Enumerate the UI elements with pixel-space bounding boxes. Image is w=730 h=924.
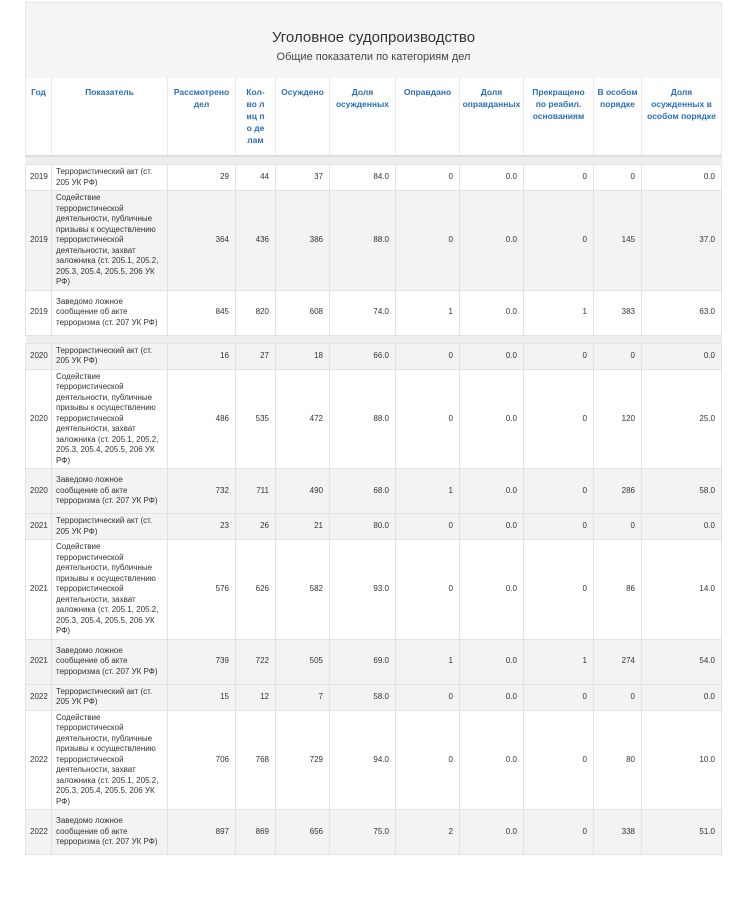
table-row — [26, 290, 722, 335]
cell-convicted: 18 — [276, 343, 330, 369]
cell-persons: 768 — [236, 710, 276, 810]
cell-persons: 626 — [236, 540, 276, 640]
page-subtitle: Общие показатели по категориям дел — [276, 51, 471, 63]
cell-terminated: 0 — [524, 165, 594, 191]
table-row — [26, 710, 722, 810]
col-header-considered[interactable]: Рассмотрено дел — [168, 78, 236, 156]
cell-special: 0 — [594, 343, 642, 369]
cell-acquitted: 0 — [396, 343, 460, 369]
table-header-row — [26, 78, 722, 156]
cell-convicted: 490 — [276, 469, 330, 514]
cell-persons: 26 — [236, 514, 276, 540]
cell-acquitted: 0 — [396, 514, 460, 540]
cell-year: 2022 — [26, 684, 52, 710]
cell-share-convicted: 88.0 — [330, 191, 396, 291]
cell-share-convicted: 58.0 — [330, 684, 396, 710]
cell-acquitted: 2 — [396, 810, 460, 855]
cell-year: 2019 — [26, 290, 52, 335]
cell-indicator: Содействие террористической деятельности, публичные призывы к осуществлению террористической деятельности, захват заложника (ст. 205.1, 205.2, 205.3, 205.4, 205.5, 206 УК РФ) — [52, 369, 168, 469]
table-row — [26, 540, 722, 640]
cell-considered: 29 — [168, 165, 236, 191]
cell-share-special: 58.0 — [642, 469, 722, 514]
cell-acquitted: 1 — [396, 639, 460, 684]
cell-share-special: 25.0 — [642, 369, 722, 469]
cell-share-acquitted: 0.0 — [460, 165, 524, 191]
table-row — [26, 191, 722, 291]
cell-convicted: 729 — [276, 710, 330, 810]
cell-share-special: 51.0 — [642, 810, 722, 855]
cell-considered: 576 — [168, 540, 236, 640]
table-row — [26, 810, 722, 855]
cell-persons: 436 — [236, 191, 276, 291]
cell-special: 120 — [594, 369, 642, 469]
table-row — [26, 684, 722, 710]
cell-share-special: 37.0 — [642, 191, 722, 291]
table-row — [26, 514, 722, 540]
table-row — [26, 165, 722, 191]
cell-share-acquitted: 0.0 — [460, 191, 524, 291]
cell-special: 80 — [594, 710, 642, 810]
page-title: Уголовное судопроизводство — [271, 29, 476, 46]
cell-share-special: 54.0 — [642, 639, 722, 684]
table-spacer — [26, 156, 722, 165]
cell-considered: 897 — [168, 810, 236, 855]
cell-special: 274 — [594, 639, 642, 684]
cell-indicator: Содействие террористической деятельности, публичные призывы к осуществлению террористической деятельности, захват заложника (ст. 205.1, 205.2, 205.3, 205.4, 205.5, 206 УК РФ) — [52, 191, 168, 291]
cell-convicted: 37 — [276, 165, 330, 191]
cell-special: 338 — [594, 810, 642, 855]
cell-acquitted: 0 — [396, 540, 460, 640]
cell-persons: 27 — [236, 343, 276, 369]
cell-persons: 722 — [236, 639, 276, 684]
cell-indicator: Заведомо ложное сообщение об акте терроризма (ст. 207 УК РФ) — [52, 290, 168, 335]
cell-terminated: 0 — [524, 684, 594, 710]
cell-year: 2021 — [26, 514, 52, 540]
col-header-convicted[interactable]: Осуждено — [276, 78, 330, 156]
cell-indicator: Заведомо ложное сообщение об акте терроризма (ст. 207 УК РФ) — [52, 469, 168, 514]
cell-considered: 739 — [168, 639, 236, 684]
cell-terminated: 0 — [524, 710, 594, 810]
cell-share-acquitted: 0.0 — [460, 469, 524, 514]
cell-share-convicted: 80.0 — [330, 514, 396, 540]
cell-share-convicted: 93.0 — [330, 540, 396, 640]
cell-special: 0 — [594, 165, 642, 191]
cell-indicator: Заведомо ложное сообщение об акте терроризма (ст. 207 УК РФ) — [52, 639, 168, 684]
cell-share-convicted: 68.0 — [330, 469, 396, 514]
cell-terminated: 0 — [524, 540, 594, 640]
col-header-persons[interactable]: Кол-во лиц по делам — [236, 78, 276, 156]
cell-year: 2022 — [26, 710, 52, 810]
cell-special: 145 — [594, 191, 642, 291]
cell-indicator: Террористический акт (ст. 205 УК РФ) — [52, 165, 168, 191]
cell-terminated: 0 — [524, 343, 594, 369]
cell-special: 286 — [594, 469, 642, 514]
cell-share-special: 0.0 — [642, 514, 722, 540]
cell-share-acquitted: 0.0 — [460, 540, 524, 640]
cell-convicted: 505 — [276, 639, 330, 684]
cell-acquitted: 1 — [396, 290, 460, 335]
cell-terminated: 0 — [524, 369, 594, 469]
cell-acquitted: 1 — [396, 469, 460, 514]
col-header-indicator[interactable]: Показатель — [52, 78, 168, 156]
cell-special: 0 — [594, 684, 642, 710]
cell-acquitted: 0 — [396, 191, 460, 291]
col-header-terminated[interactable]: Прекращено по реабил. основаниям — [524, 78, 594, 156]
cell-share-acquitted: 0.0 — [460, 684, 524, 710]
cell-share-special: 63.0 — [642, 290, 722, 335]
cell-acquitted: 0 — [396, 684, 460, 710]
cell-share-acquitted: 0.0 — [460, 290, 524, 335]
cell-terminated: 0 — [524, 810, 594, 855]
cell-year: 2021 — [26, 639, 52, 684]
cell-acquitted: 0 — [396, 369, 460, 469]
cell-considered: 364 — [168, 191, 236, 291]
cell-year: 2019 — [26, 191, 52, 291]
cell-share-special: 14.0 — [642, 540, 722, 640]
cell-share-convicted: 74.0 — [330, 290, 396, 335]
cell-terminated: 1 — [524, 290, 594, 335]
cell-share-acquitted: 0.0 — [460, 639, 524, 684]
cell-considered: 845 — [168, 290, 236, 335]
cell-terminated: 0 — [524, 514, 594, 540]
cell-share-convicted: 75.0 — [330, 810, 396, 855]
report-header — [25, 2, 722, 79]
cell-indicator: Террористический акт (ст. 205 УК РФ) — [52, 514, 168, 540]
cell-year: 2019 — [26, 165, 52, 191]
cell-share-convicted: 94.0 — [330, 710, 396, 810]
col-header-share-acquitted[interactable]: Доля оправданных — [460, 78, 524, 156]
cell-share-acquitted: 0.0 — [460, 369, 524, 469]
cell-convicted: 21 — [276, 514, 330, 540]
cell-share-acquitted: 0.0 — [460, 343, 524, 369]
cell-persons: 12 — [236, 684, 276, 710]
cell-year: 2021 — [26, 540, 52, 640]
table-row — [26, 343, 722, 369]
cell-share-special: 0.0 — [642, 165, 722, 191]
cell-year: 2022 — [26, 810, 52, 855]
cell-convicted: 7 — [276, 684, 330, 710]
cell-share-acquitted: 0.0 — [460, 514, 524, 540]
cell-convicted: 656 — [276, 810, 330, 855]
col-header-special[interactable]: В особом порядке — [594, 78, 642, 156]
cell-special: 86 — [594, 540, 642, 640]
cell-persons: 711 — [236, 469, 276, 514]
cell-indicator: Содействие террористической деятельности, публичные призывы к осуществлению террористической деятельности, захват заложника (ст. 205.1, 205.2, 205.3, 205.4, 205.5, 206 УК РФ) — [52, 540, 168, 640]
cell-terminated: 1 — [524, 639, 594, 684]
cell-share-special: 0.0 — [642, 343, 722, 369]
cell-considered: 486 — [168, 369, 236, 469]
cell-considered: 16 — [168, 343, 236, 369]
cell-share-convicted: 66.0 — [330, 343, 396, 369]
cell-indicator: Заведомо ложное сообщение об акте терроризма (ст. 207 УК РФ) — [52, 810, 168, 855]
cell-share-special: 10.0 — [642, 710, 722, 810]
cell-acquitted: 0 — [396, 710, 460, 810]
cell-special: 383 — [594, 290, 642, 335]
col-header-year[interactable]: Год — [26, 78, 52, 156]
cell-year: 2020 — [26, 369, 52, 469]
cell-persons: 535 — [236, 369, 276, 469]
cell-share-convicted: 88.0 — [330, 369, 396, 469]
table-spacer — [26, 335, 722, 343]
cell-persons: 44 — [236, 165, 276, 191]
cell-considered: 15 — [168, 684, 236, 710]
cell-terminated: 0 — [524, 469, 594, 514]
cell-considered: 23 — [168, 514, 236, 540]
cell-indicator: Террористический акт (ст. 205 УК РФ) — [52, 343, 168, 369]
cell-indicator: Содействие террористической деятельности, публичные призывы к осуществлению террористической деятельности, захват заложника (ст. 205.1, 205.2, 205.3, 205.4, 205.5, 206 УК РФ) — [52, 710, 168, 810]
cell-terminated: 0 — [524, 191, 594, 291]
cell-convicted: 608 — [276, 290, 330, 335]
stats-table — [25, 78, 722, 855]
cell-share-acquitted: 0.0 — [460, 810, 524, 855]
cell-special: 0 — [594, 514, 642, 540]
cell-share-convicted: 69.0 — [330, 639, 396, 684]
cell-convicted: 386 — [276, 191, 330, 291]
table-row — [26, 369, 722, 469]
cell-persons: 869 — [236, 810, 276, 855]
table-row — [26, 469, 722, 514]
col-header-share-convicted[interactable]: Доля осужденных — [330, 78, 396, 156]
cell-year: 2020 — [26, 343, 52, 369]
cell-share-convicted: 84.0 — [330, 165, 396, 191]
cell-indicator: Террористический акт (ст. 205 УК РФ) — [52, 684, 168, 710]
cell-convicted: 472 — [276, 369, 330, 469]
cell-acquitted: 0 — [396, 165, 460, 191]
cell-considered: 732 — [168, 469, 236, 514]
table-row — [26, 639, 722, 684]
cell-share-acquitted: 0.0 — [460, 710, 524, 810]
cell-share-special: 0.0 — [642, 684, 722, 710]
cell-persons: 820 — [236, 290, 276, 335]
table-body — [26, 156, 722, 855]
col-header-share-special[interactable]: Доля осужденных в особом порядке — [642, 78, 722, 156]
cell-convicted: 582 — [276, 540, 330, 640]
col-header-acquitted[interactable]: Оправдано — [396, 78, 460, 156]
cell-year: 2020 — [26, 469, 52, 514]
cell-considered: 706 — [168, 710, 236, 810]
